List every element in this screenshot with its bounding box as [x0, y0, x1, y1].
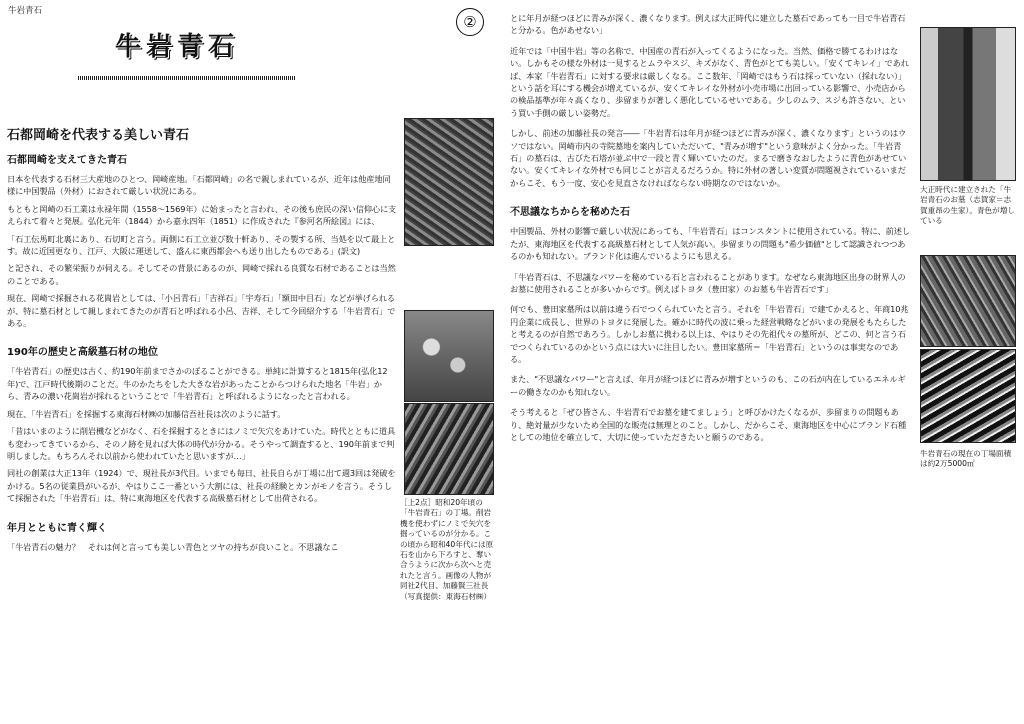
paragraph-8: 「昔はいまのように削岩機などがなく、石を採掘するときにはノミで矢穴をあけていた。時代とともに道具も変わってきているから、そのノ跡を見れば大体の時代が分かる。そうやって調査すると、190年前まで判明しました。もちろんそれ以前から使われていたと思いますが…」 — [7, 426, 396, 461]
page-number-mark: ② — [456, 8, 484, 36]
paragraph-11: とに年月が経つほどに青みが深く、濃くなります。例えば大正時代に建立した墓石であっても一目で牛岩青石と分かる。色があせない」 — [510, 13, 906, 36]
running-title: 牛岩青石 — [8, 6, 43, 16]
right-column — [510, 12, 912, 443]
paragraph-15: 「牛岩青石は、不思議なパワーを秘めている石と言われることがあります。なぜなら東海地区出身の財界人のお墓に使用されることが多いからです。例えばトヨタ（豊田家）のお墓も牛岩青石です」 — [510, 271, 906, 294]
title-logo: 牛岩青石 — [115, 32, 240, 62]
photo-caption-right-1: 大正時代に建立された「牛岩青石のお墓（志賀家＝志賀重昂の生家）。青色が増している — [920, 185, 1015, 226]
tombstone-photo — [920, 27, 1016, 181]
section-heading-1: 石都岡崎を支えてきた青石 — [7, 155, 127, 166]
headline: 石都岡崎を代表する美しい青石 — [7, 128, 190, 143]
quarry-photo-old-3 — [404, 403, 494, 495]
section-heading-3: 年月とともに青く輝く — [7, 522, 107, 534]
section-heading-4: 不思議なちからを秘めた石 — [510, 207, 630, 219]
paragraph-1: 日本を代表する石材三大産地のひとつ、岡崎産地。「石都岡崎」の名で親しまれているが、近年は他産地同様に中国製品（外材）におされて厳しい状況にある。 — [7, 174, 391, 197]
paragraph-14: 中国製品、外材の影響で厳しい状況にあっても、「牛岩青石」はコンスタントに使用されている。特に、前述したが、東海地区を代表する高級墓石材として人気が高い。歩留まりの問題も"希少価値"として認識されつつあるのかも知れない。ブランド化は進んでいるようにも思える。 — [510, 226, 910, 262]
title-rule — [78, 76, 295, 80]
paragraph-5: 現在、岡崎で採掘される花崗岩としては、「小呂青石」「吉祥石」「宇寿石」「額田中目石」などが挙げられるが、特に墓石材として親しまれてきたのが青石と呼ばれる小呂、吉祥、そして今回紹介する「牛岩青石」である。 — [7, 293, 396, 329]
paragraph-12: 近年では「中国牛岩」等の名称で、中国産の青石が入ってくるようになった。当然、価格で勝てるわけはない。しかもその様な外材は一見するとムラやスジ、キズがなく、青色がとても美しい。「安くてキレイ」であれば、本家「牛岩青石」に対する要求は厳しくなる。ここ数年、「岡崎ではもう石は採っていない（採れない）」という話を耳にする機会が増えているが、安くてキレイな外材が小売市場に出回っている影響で、小売店からの検品基準が年々高くなり、歩留まりが著しく悪化しているせいである。少しのムラ、スジも許さない、という買い手側の厳しい姿勢だ。 — [510, 45, 909, 118]
paragraph-16: 何でも、豊田家墓所は以前は違う石でつくられていたと言う。それを「牛岩青石」で建てかえると、年商10兆円企業に成長し、世界のトヨタに発展した。確かに時代の波に乗った経営戦略などがいまの発展をもたらしたと考えるのが自然であろう。しかしお墓に携わる以上は、やはりその先祖代々の墓所が、どこの、何と言う石でつくられているのかという点には大いに注目したい。豊田家墓所＝「牛岩青石」というのは事実なのである。 — [510, 304, 909, 364]
paragraph-18: そう考えると「ぜひ皆さん、牛岩青石でお墓を建てましょう」と呼びかけたくなるが、歩留まりの問題もあり、絶対量が少ないため全国的な販売は無理とのこと。しかし、だからこそ、東海地区を中心にブランド石種としての地位を確立して、大切に使っていただきたいと願うのである。 — [510, 407, 907, 442]
paragraph-13: しかし、前述の加藤社長の発言――「牛岩青石は年月が経つほどに青みが深く、濃くなります」というのはウソではない。岡崎市内の寺院墓地を案内していただいて、"青みが増す"という意味がよく分かった。「牛岩青石」の墓石は、古びた石塔が並ぶ中で一段と青く輝いていたのだ。まるで磨きなおしたように青色があせていない。安くてキレイな外材でも同じことが言えるだろうか。特に外材の著しい変質が問題視されているいまだからこそ、もう一度、安心を見直さなければならない時期なのではないか。 — [510, 128, 907, 188]
quarry-photo-old-2 — [404, 310, 494, 402]
paragraph-2: もともと岡崎の石工業は永禄年間（1558～1569年）に始まったと言われ、その後も庶民の深い信仰心に支えられて着々と発展。弘化元年（1844）から嘉永四年（1851）に作成された『参河名所絵図』には、 — [7, 203, 397, 227]
quarry-photo-current-1 — [920, 255, 1016, 347]
paragraph-6: 「牛岩青石」の歴史は古く、約190年前までさかのぼることができる。単純に計算すると1815年(弘化12年)で、江戸時代後期のことだ。牛のかたちをした大きな岩があったことからつけられた地名「牛岩」から、青みの濃い花崗岩が採れるということで「牛岩青石」と呼ばれるようになったと言われる。 — [7, 366, 388, 402]
paragraph-17: また、"不思議なパワー"と言えば、年月が経つほどに青みが増すというのも、この石が内在しているエネルギーの働きなのかも知れない。 — [510, 374, 906, 397]
quarry-photo-old-1 — [404, 118, 494, 246]
photo-caption-left: ［上2点］昭和20年頃の「牛岩青石」の丁場。削岩機を使わずにノミで矢穴を掘っているのが分かる。この頃から昭和40年代には原石を山から下ろすと、奪い合うように次から次へと売れたと言う。画像の人物が同社2代目、加藤賢三社長（写真提供：東海石材㈱） — [400, 498, 494, 601]
paragraph-10: 「牛岩青石の魅力？ それは何と言っても美しい青色とツヤの持ちが良いこと。不思議なこ — [7, 541, 339, 552]
paragraph-3: 「石工伝馬町北裏にあり、石切町と言う。両側に石工立並び数十軒あり、その製する所、当処を以て最上とす。故に近国更なり、江戸、大阪に運送して、盛んに東西都会へも送り出したものである」(訳文) — [7, 233, 396, 257]
quarry-photo-current-2 — [920, 349, 1016, 443]
paragraph-7: 現在、「牛岩青石」を採掘する東海石材㈱の加藤信吾社長は次のように話す。 — [7, 408, 286, 419]
paragraph-4: と記され、その繁栄振りが伺える。そしてその背景にあるのが、岡崎で採れる良質な石材であることは当然のことである。 — [7, 263, 396, 286]
left-column — [7, 124, 397, 553]
paragraph-9: 同社の創業は大正13年（1924）で、現社長が3代目。いまでも毎日、社長自らが丁場に出て週3回は発破をかける。5名の従業員がいるが、やはりここ一番という大割には、社長の経験とカンがモノを言う。そうして採掘された「牛岩青石」は、特に東海地区を代表する高級墓石材として出荷される。 — [7, 468, 396, 504]
section-heading-2: 190年の歴史と高級墓石材の地位 — [7, 347, 158, 359]
photo-caption-right-2: 牛岩青石の現在の丁場面積は約2万5000㎡ — [920, 449, 1012, 469]
